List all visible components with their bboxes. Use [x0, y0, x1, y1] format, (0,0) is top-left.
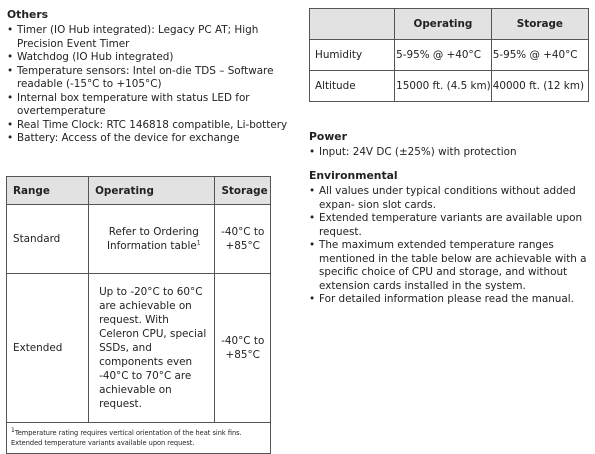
list-item: • Real Time Clock: RTC 146818 compatible, Li-bottery	[7, 119, 297, 133]
list-item: • Battery: Access of the device for exchange	[7, 132, 297, 146]
environmental-list	[309, 185, 589, 307]
footnote-line-2: Extended temperature variants available upon request.	[11, 439, 195, 447]
column-header-operating: Operating	[89, 177, 215, 205]
column-header-range: Range	[7, 177, 89, 205]
footnote-reference: 1	[196, 239, 201, 247]
storage-cell: -40°C to +85°C	[215, 205, 271, 274]
operating-cell: 15000 ft. (4.5 km)	[395, 71, 492, 102]
storage-cell: -40°C to +85°C	[215, 274, 271, 423]
list-item: • The maximum extended temperature ranges mentioned in the table below are achievable with a specific choice of CPU and storage, and without extension cards installed in the system.	[309, 239, 589, 293]
list-item: • Temperature sensors: Intel on-die TDS – Software readable (-15°C to +105°C)	[7, 65, 297, 92]
others-title: Others	[7, 8, 49, 21]
operating-cell: Up to -20°C to 60°C are achievable on request. With Celeron CPU, special SSDs, and components even -40°C to 70°C are achievable on request.	[89, 274, 215, 423]
list-item: • All values under typical conditions without added expan- sion slot cards.	[309, 185, 589, 212]
storage-cell: 5-95% @ +40°C	[491, 40, 588, 71]
list-item: • Timer (IO Hub integrated): Legacy PC AT; High Precision Event Timer	[7, 24, 297, 51]
footnote-line-1: Temperature rating requires vertical orientation of the heat sink fins.	[14, 429, 242, 437]
storage-cell: 40000 ft. (12 km)	[491, 71, 588, 102]
humidity-altitude-table	[309, 8, 589, 102]
power-list	[309, 146, 589, 160]
table-header-row	[7, 177, 271, 205]
table-row	[310, 71, 589, 102]
column-header-storage: Storage	[491, 9, 588, 40]
temperature-range-table	[6, 176, 271, 454]
power-section	[309, 130, 589, 160]
table-row	[7, 205, 271, 274]
row-label-altitude: Altitude	[310, 71, 395, 102]
environmental-title: Environmental	[309, 169, 398, 182]
column-header-storage: Storage	[215, 177, 271, 205]
table-row	[7, 274, 271, 423]
list-item: • For detailed information please read the manual.	[309, 293, 589, 307]
list-item: • Watchdog (IO Hub integrated)	[7, 51, 297, 65]
column-header-operating: Operating	[395, 9, 492, 40]
range-cell: Standard	[7, 205, 89, 274]
list-item: • Extended temperature variants are available upon request.	[309, 212, 589, 239]
list-item: • Internal box temperature with status LED for overtemperature	[7, 92, 297, 119]
others-list	[7, 24, 297, 146]
operating-text: Refer to Ordering Information table	[106, 226, 199, 252]
table-header-row	[310, 9, 589, 40]
column-header-empty	[310, 9, 395, 40]
range-cell: Extended	[7, 274, 89, 423]
power-title: Power	[309, 130, 347, 143]
environmental-section	[309, 169, 589, 307]
list-item: • Input: 24V DC (±25%) with protection	[309, 146, 589, 160]
row-label-humidity: Humidity	[310, 40, 395, 71]
operating-cell: 5-95% @ +40°C	[395, 40, 492, 71]
footnote-mark: 1	[11, 426, 15, 434]
table-row	[310, 40, 589, 71]
operating-cell	[89, 205, 215, 274]
others-section	[7, 8, 297, 146]
